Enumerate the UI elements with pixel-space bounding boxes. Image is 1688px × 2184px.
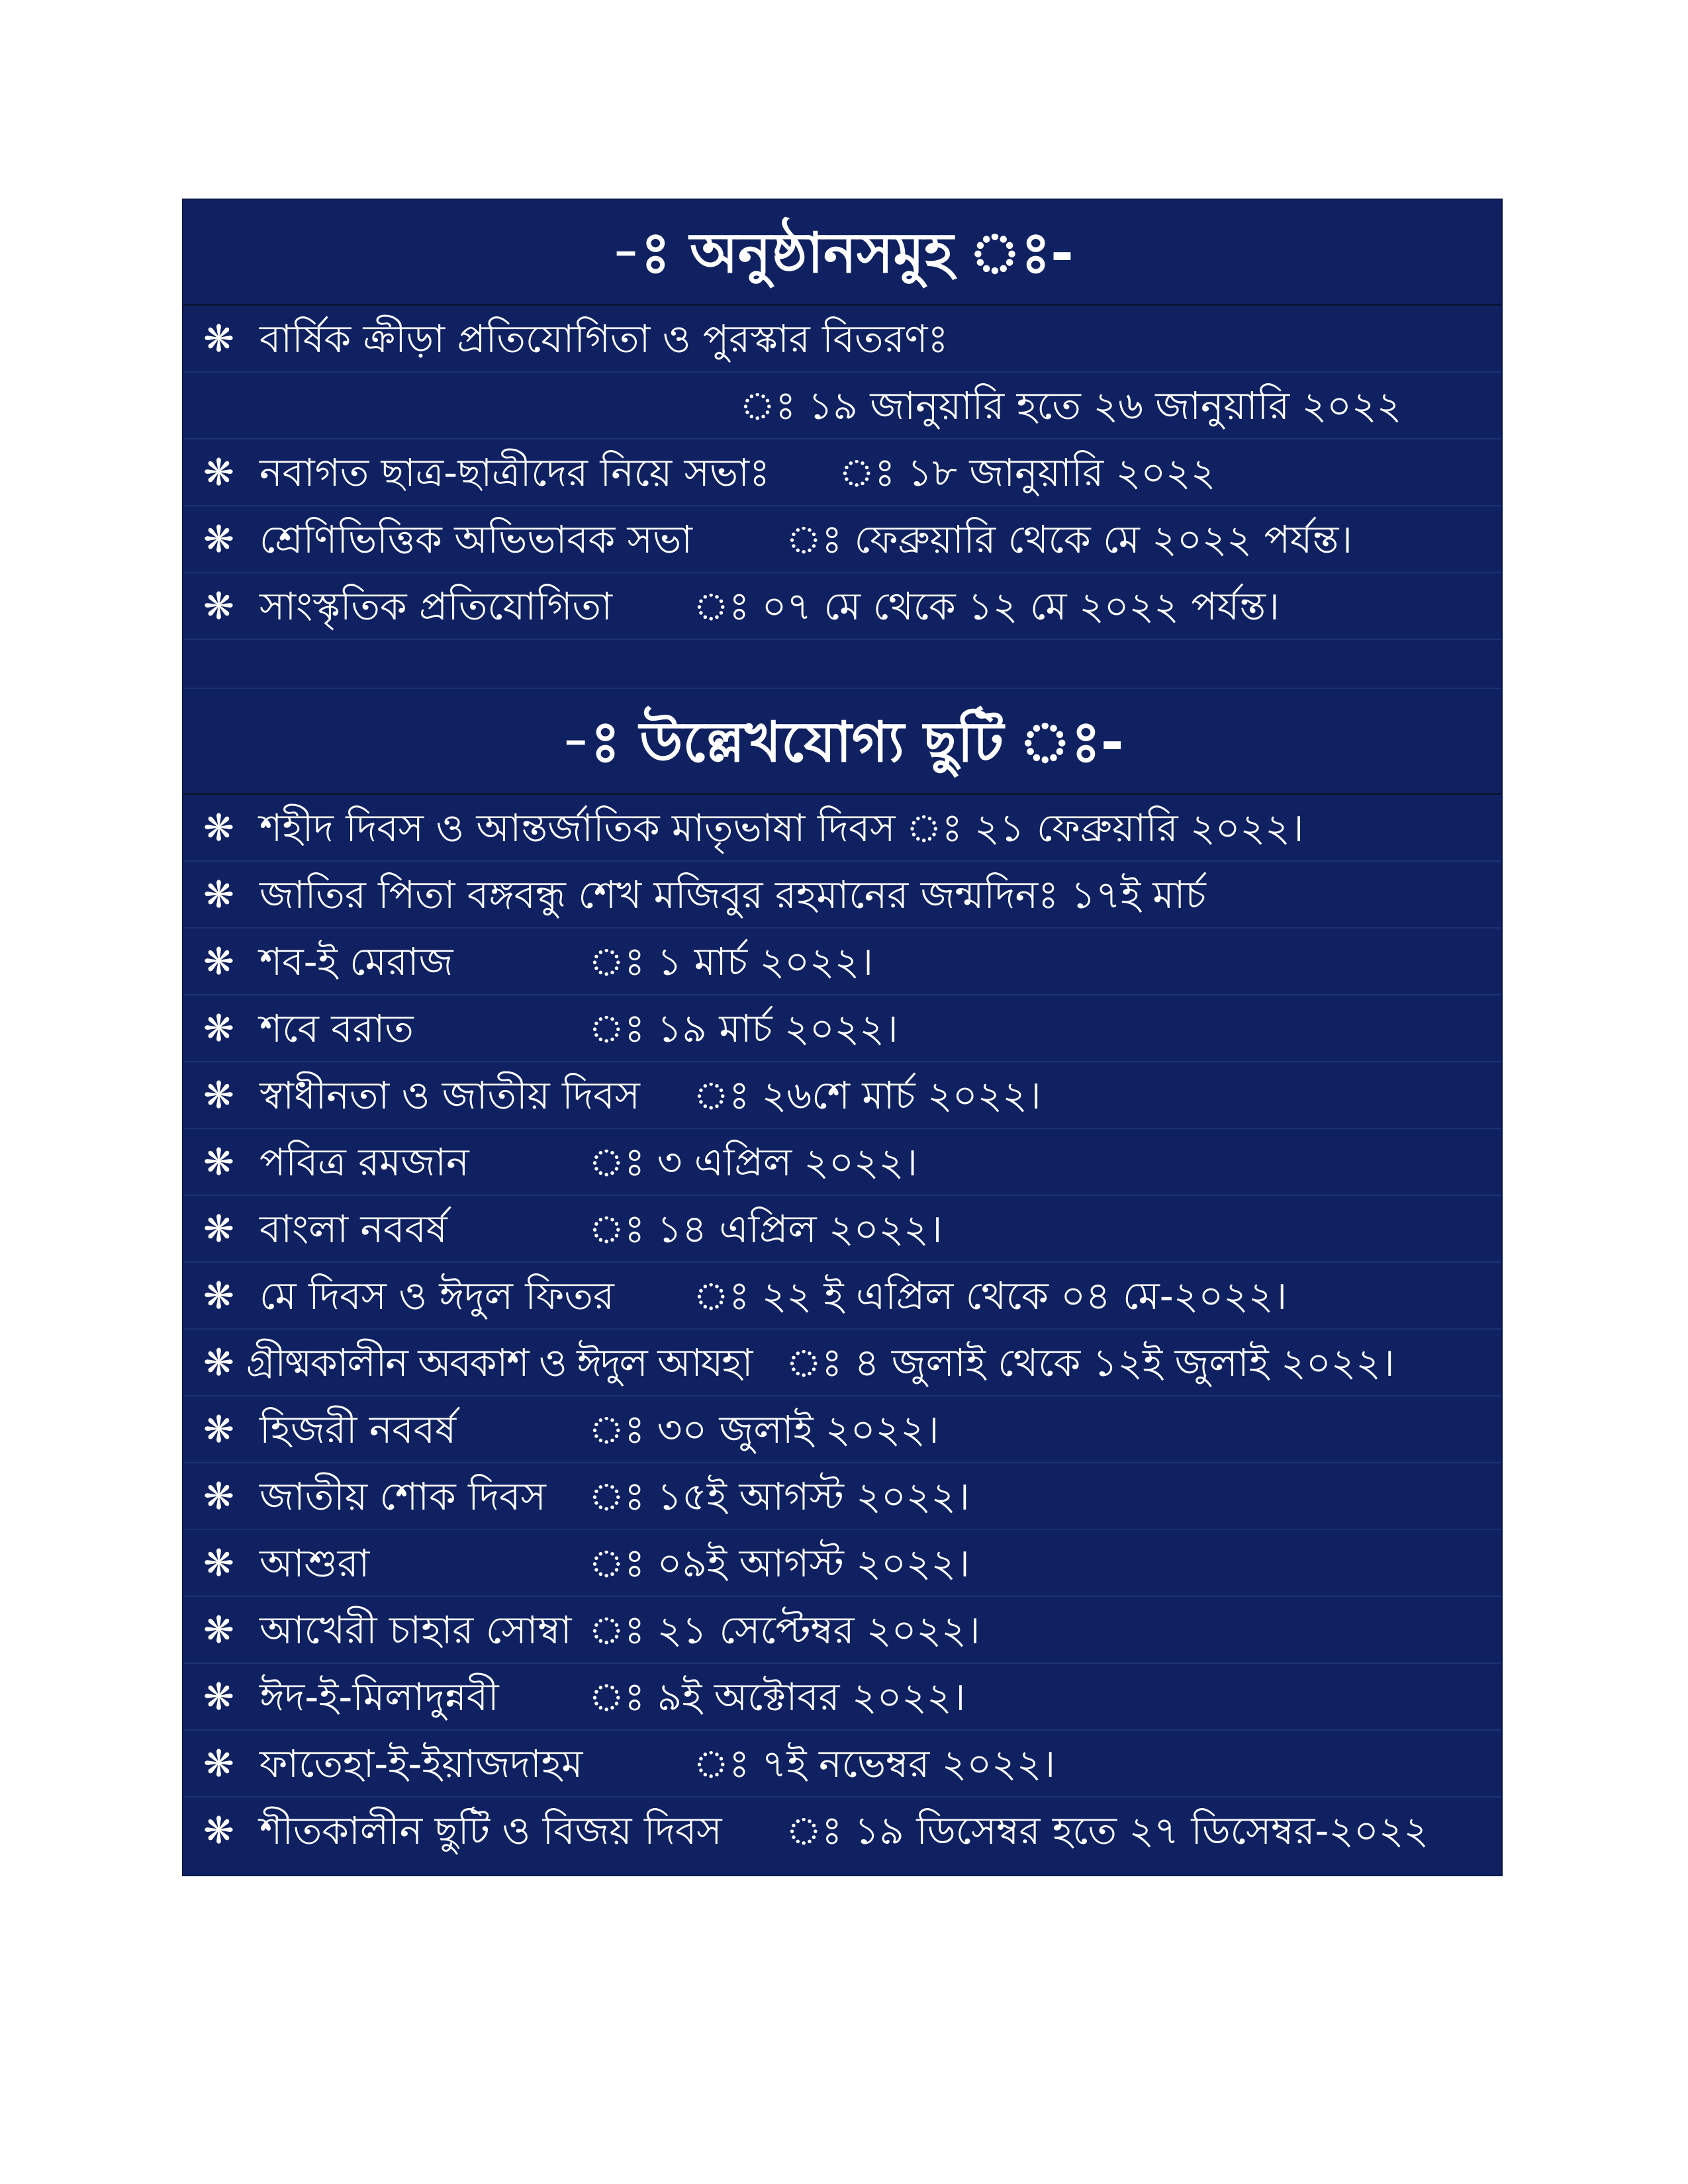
holiday-label: স্বাধীনতা ও জাতীয় দিবস [259,1073,640,1118]
spacer-row [183,640,1501,689]
holiday-value: ঃ ৩০ জুলাই ২০২২। [588,1407,939,1452]
asterisk-bullet-icon: ❋ [203,585,234,628]
asterisk-bullet-icon: ❋ [203,1475,234,1518]
holiday-label: আশুরা [259,1541,370,1586]
holiday-label: শীতকালীন ছুটি ও বিজয় দিবস [259,1808,722,1853]
holiday-value: ঃ ১৯ মার্চ ২০২২। [588,1006,898,1051]
asterisk-bullet-icon: ❋ [203,940,234,983]
holiday-value: ঃ ১৪ এপ্রিল ২০২২। [588,1206,943,1251]
holiday-row [183,929,1501,995]
event-value: ঃ ০৭ মে থেকে ১২ মে ২০২২ পর্যন্ত। [693,584,1280,629]
event-row-guardian-meeting [183,506,1501,573]
holiday-row [183,995,1501,1062]
asterisk-bullet-icon: ❋ [203,1141,234,1184]
holiday-label: হিজরী নববর্ষ [259,1407,457,1452]
asterisk-bullet-icon: ❋ [203,1809,234,1852]
asterisk-bullet-icon: ❋ [203,451,234,494]
asterisk-bullet-icon: ❋ [203,318,234,361]
asterisk-bullet-icon: ❋ [203,874,234,917]
event-value: ঃ ফেব্রুয়ারি থেকে মে ২০২২ পর্যন্ত। [786,517,1353,562]
holiday-value: ঃ ১ মার্চ ২০২২। [588,939,874,984]
event-row-orientation [183,439,1501,506]
event-label: শ্রেণিভিত্তিক অভিভাবক সভা [259,517,692,562]
event-label: সাংস্কৃতিক প্রতিযোগিতা [259,584,612,629]
holiday-label: গ্রীষ্মকালীন অবকাশ ও ঈদুল আযহা [246,1340,752,1385]
holiday-value: ঃ ২২ ই এপ্রিল থেকে ০৪ মে-২০২২। [693,1273,1288,1318]
holiday-label: ফাতেহা-ই-ইয়াজদাহম [259,1741,583,1786]
holiday-value: ঃ ৪ জুলাই থেকে ১২ই জুলাই ২০২২। [786,1340,1395,1385]
holiday-label: পবিত্র রমজান [259,1140,469,1185]
holiday-value: ঃ ১৫ই আগস্ট ২০২২। [588,1474,970,1519]
calendar-panel [182,199,1503,1876]
holiday-label: শব-ই মেরাজ [259,939,453,984]
asterisk-bullet-icon: ❋ [203,1408,234,1451]
event-label: নবাগত ছাত্র-ছাত্রীদের নিয়ে সভাঃ [259,450,770,495]
holiday-label: বাংলা নববর্ষ [259,1206,447,1251]
holiday-value: ঃ ২৬শে মার্চ ২০২২। [693,1073,1041,1118]
asterisk-bullet-icon: ❋ [203,1542,234,1585]
holiday-row [183,795,1501,862]
event-label: বার্ষিক ক্রীড়া প্রতিযোগিতা ও পুরস্কার বিতরণঃ [259,316,949,361]
holiday-row [183,1463,1501,1530]
events-heading: -ঃ অনুষ্ঠানসমুহ ঃ- [183,200,1501,306]
holiday-row [183,1263,1501,1330]
asterisk-bullet-icon: ❋ [203,1743,234,1786]
holiday-row [183,862,1501,929]
holiday-value: ঃ ২১ সেপ্টেম্বর ২০২২। [588,1608,980,1653]
holiday-row [183,1129,1501,1196]
asterisk-bullet-icon: ❋ [203,1074,234,1117]
holiday-label: ঈদ-ই-মিলাদুন্নবী [259,1674,499,1719]
holiday-row [183,1396,1501,1463]
holiday-value: ঃ ০৯ই আগস্ট ২০২২। [588,1541,970,1586]
asterisk-bullet-icon: ❋ [203,1676,234,1719]
holiday-value: ঃ ৯ই অক্টোবর ২০২২। [588,1674,966,1719]
asterisk-bullet-icon: ❋ [203,1208,234,1251]
event-value: ঃ ১৯ জানুয়ারি হতে ২৬ জানুয়ারি ২০২২ [739,383,1402,428]
holiday-row [183,1530,1501,1597]
holiday-label: জাতীয় শোক দিবস [259,1474,546,1519]
asterisk-bullet-icon: ❋ [203,1609,234,1652]
holiday-label: জাতির পিতা বঙ্গবন্ধু শেখ মজিবুর রহমানের জন্মদিনঃ ১৭ই মার্চ [259,872,1206,917]
holiday-label: আখেরী চাহার সোম্বা [259,1608,572,1653]
holiday-label: শবে বরাত [259,1006,414,1051]
event-row-sports [183,306,1501,373]
holiday-row [183,1330,1501,1396]
holiday-row [183,1664,1501,1731]
event-row-cultural [183,573,1501,640]
holiday-value: ঃ ৩ এপ্রিল ২০২২। [588,1140,918,1185]
asterisk-bullet-icon: ❋ [203,807,234,850]
holiday-row [183,1797,1501,1864]
asterisk-bullet-icon: ❋ [203,518,234,561]
asterisk-bullet-icon: ❋ [203,1275,234,1318]
holiday-row [183,1062,1501,1129]
holiday-row [183,1597,1501,1664]
holiday-value: ঃ ৭ই নভেম্বর ২০২২। [693,1741,1056,1786]
event-value: ঃ ১৮ জানুয়ারি ২০২২ [839,450,1216,495]
asterisk-bullet-icon: ❋ [203,1342,234,1385]
holiday-label: শহীদ দিবস ও আন্তর্জাতিক মাতৃভাষা দিবস ঃ ২১ ফেব্রুয়ারি ২০২২। [259,805,1304,850]
event-row-sports-date [183,373,1501,439]
holiday-row [183,1731,1501,1797]
holiday-row [183,1196,1501,1263]
asterisk-bullet-icon: ❋ [203,1007,234,1050]
holidays-heading: -ঃ উল্লেখযোগ্য ছুটি ঃ- [183,689,1501,795]
holiday-label: মে দিবস ও ঈদুল ফিতর [259,1273,614,1318]
holiday-value: ঃ ১৯ ডিসেম্বর হতে ২৭ ডিসেম্বর-২০২২ [786,1808,1429,1853]
